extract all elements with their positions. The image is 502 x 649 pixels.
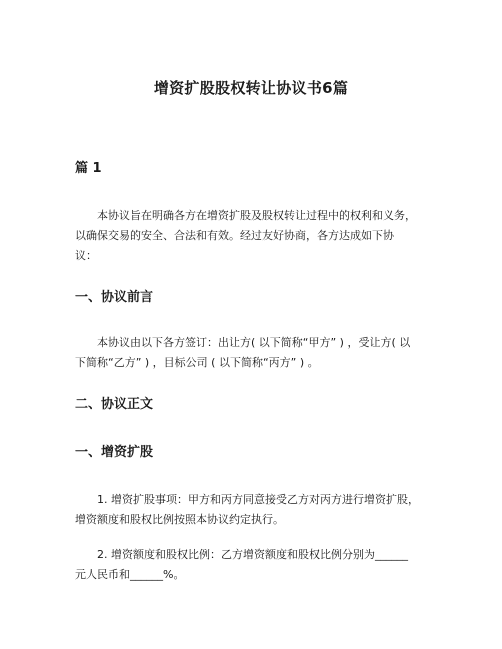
intro-line-2: 以确保交易的安全、合法和有效。经过友好协商，各方达成如下协 <box>75 229 394 242</box>
preface-paragraph <box>75 333 435 373</box>
intro-paragraph <box>75 206 435 266</box>
item-2-paragraph <box>75 545 435 585</box>
item-1-line-1: 1. 增资扩股事项：甲方和丙方同意接受乙方对丙方进行增资扩股， <box>97 493 419 506</box>
heading-capital-increase: 一、增资扩股 <box>75 445 154 460</box>
item-2-line-1: 2. 增资额度和股权比例：乙方增资额度和股权比例分别为______ <box>97 548 408 561</box>
section-label: 篇 1 <box>75 161 102 176</box>
preface-line-2: 下简称“乙方” ) ，目标公司 ( 以下简称“丙方” ) 。 <box>75 356 319 369</box>
intro-line-1: 本协议旨在明确各方在增资扩股及股权转让过程中的权利和义务， <box>97 209 416 222</box>
heading-body: 二、协议正文 <box>75 397 154 412</box>
item-1-line-2: 增资额度和股权比例按照本协议约定执行。 <box>75 513 284 526</box>
preface-line-1: 本协议由以下各方签订：出让方( 以下简称“甲方” ) ，受让方( 以 <box>97 336 411 349</box>
item-2-line-2: 元人民币和______%。 <box>75 568 185 581</box>
intro-line-3: 议： <box>75 249 97 262</box>
item-1-paragraph <box>75 490 435 530</box>
document-title: 增资扩股股权转让协议书6篇 <box>153 79 349 97</box>
heading-preface: 一、协议前言 <box>75 290 154 305</box>
